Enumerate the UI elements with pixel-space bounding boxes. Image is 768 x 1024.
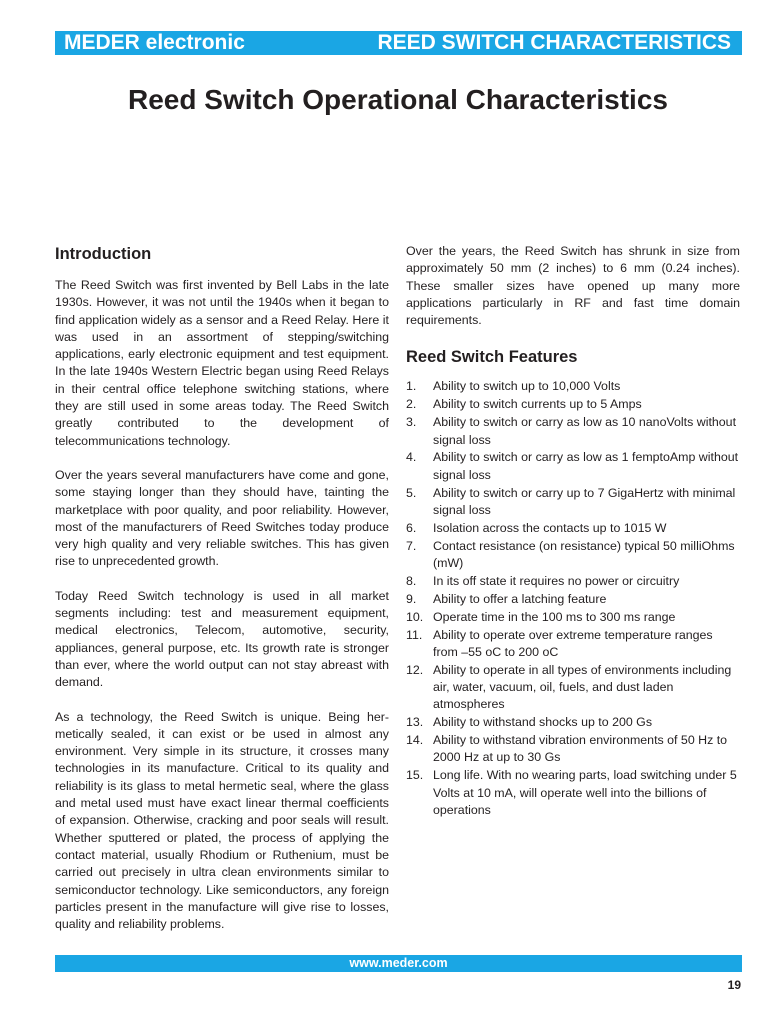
feature-item [406, 414, 740, 449]
feature-number: 9. [406, 591, 417, 606]
feature-item [406, 714, 740, 731]
section-title: REED SWITCH CHARACTERISTICS [377, 31, 731, 54]
feature-text: Ability to switch up to 10,000 Volts [433, 379, 621, 394]
intro-paragraph: Over the years several manufacturers have come and gone, some staying longer than they should have, tainting the marketplace with poor quality, and poor reliability. However, most of the manufacturers of Reed Switches today produce very high quality and very reliable switches. This has given rise to unprecedented growth. [55, 467, 389, 569]
feature-item [406, 378, 740, 395]
feature-item [406, 627, 740, 662]
feature-item [406, 520, 740, 537]
intro-paragraph: Over the years, the Reed Switch has shrunk in size from approximately 50 mm (2 inches) to 6 mm (0.24 inches). These smaller sizes have opened up many more applications particularly in RF and fast time domain requirements. [406, 244, 740, 328]
feature-text: Ability to switch or carry as low as 10 nanoVolts without signal loss [433, 415, 737, 447]
feature-number: 1. [406, 379, 417, 394]
feature-item [406, 591, 740, 608]
feature-item [406, 732, 740, 767]
header-bar [55, 31, 742, 55]
feature-item [406, 485, 740, 520]
feature-number: 5. [406, 485, 417, 500]
feature-text: Ability to switch currents up to 5 Amps [433, 397, 642, 412]
feature-number: 8. [406, 573, 417, 588]
company-name: MEDER electronic [64, 31, 245, 54]
feature-item [406, 767, 740, 819]
feature-text: Ability to offer a latching feature [433, 591, 607, 606]
feature-text: Ability to operate over extreme temperature ranges from –55 oC to 200 oC [433, 627, 713, 659]
intro-paragraph: As a technology, the Reed Switch is unique. Being hermetically sealed, it can exist or be used in almost any environment. Very simple in its structure, it crosses many technologies in its manufacture. Critical to its quality and reliability is its glass to metal hermetic seal, where the glass and metal used must have exact linear thermal coefficients of expansion. Otherwise, cracking and poor seals will result. Whether sputtered or plated, the process of applying the contact material, usually Rhodium or Ruthenium, must be carried out precisely in ultra clean environments similar to semiconductor technology. Like semiconductors, any foreign particles present in the manufacture will give rise to losses, quality and reliability problems. [55, 709, 389, 932]
feature-number: 10. [406, 609, 424, 624]
feature-item [406, 609, 740, 626]
feature-text: Ability to withstand shocks up to 200 Gs [433, 715, 653, 730]
feature-number: 4. [406, 450, 417, 465]
feature-text: Ability to switch or carry up to 7 GigaHertz with minimal signal loss [433, 485, 736, 517]
feature-number: 2. [406, 397, 417, 412]
feature-item [406, 538, 740, 573]
feature-text: Long life. With no wearing parts, load switching under 5 Volts at 10 mA, will operate well into the billions of operations [433, 768, 737, 817]
feature-item [406, 396, 740, 413]
feature-number: 14. [406, 733, 424, 748]
right-column [406, 243, 740, 820]
feature-text: Ability to switch or carry as low as 1 femptoAmp without signal loss [433, 450, 739, 482]
feature-text: Isolation across the contacts up to 1015 W [433, 520, 667, 535]
feature-number: 15. [406, 768, 424, 783]
feature-text: Ability to withstand vibration environments of 50 Hz to 2000 Hz at up to 30 Gs [433, 733, 728, 765]
footer-bar [55, 955, 742, 972]
page-number: 19 [727, 978, 741, 992]
feature-number: 12. [406, 662, 424, 677]
feature-number: 11. [406, 627, 423, 642]
feature-item [406, 449, 740, 484]
feature-text: Ability to operate in all types of environments including air, water, vacuum, oil, fuels, and dust laden atmospheres [433, 662, 732, 712]
feature-item [406, 573, 740, 590]
features-list [406, 378, 740, 819]
feature-item [406, 662, 740, 714]
feature-number: 6. [406, 520, 417, 535]
feature-number: 7. [406, 538, 417, 553]
feature-text: Operate time in the 100 ms to 300 ms range [433, 609, 676, 624]
introduction-heading: Introduction [55, 245, 152, 263]
features-heading: Reed Switch Features [406, 348, 578, 367]
page-title: Reed Switch Operational Characteristics [128, 84, 668, 115]
feature-text: In its off state it requires no power or circuitry [433, 573, 680, 588]
intro-paragraph: Today Reed Switch technology is used in all market segments including: test and measurement equipment, medical electronics, Telecom, automotive, security, appliances, general purpose, etc. Its growth rate is stronger than ever, where the world output can not stay abreast with demand. [55, 588, 389, 690]
feature-text: Contact resistance (on resistance) typical 50 milliOhms (mW) [433, 538, 735, 571]
website-link[interactable]: www.meder.com [349, 956, 448, 970]
left-column [55, 243, 389, 950]
intro-paragraph: The Reed Switch was first invented by Bell Labs in the late 1930s. However, it was not until the 1940s when it began to find application widely as a sensor and a Reed Relay. Here it was used in an assortment of stepping/switching applications, early electronic equipment and test equipment. In the late 1940s Western Electric began using Reed Relays in their central office telephone switching stations, where they are still used in some areas today. The Reed Switch greatly contributed to the development of telecommunications technology. [55, 278, 389, 448]
feature-number: 3. [406, 415, 417, 430]
feature-number: 13. [406, 715, 424, 730]
